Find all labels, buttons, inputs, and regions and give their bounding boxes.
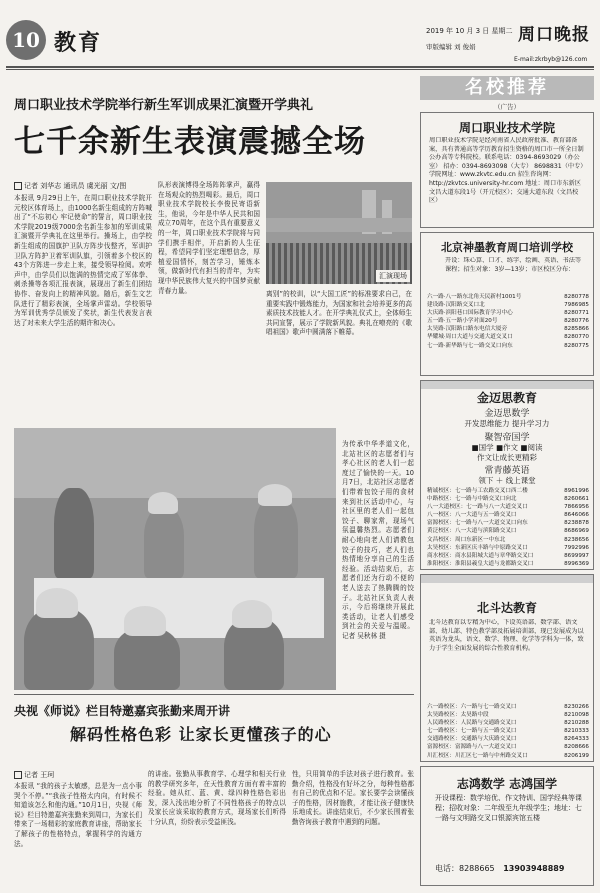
campus-address: 淮阳校区：淮阳县羲皇大道与龙都路交叉口 xyxy=(427,560,534,567)
campus-phone: 8285866 xyxy=(564,326,589,333)
campus-phone: 8210288 xyxy=(564,720,589,727)
campus-phone: 8686969 xyxy=(564,528,589,535)
community-photo xyxy=(14,428,336,690)
ad-beidouda-campus-list xyxy=(427,703,589,761)
section-divider xyxy=(14,694,414,695)
photo-cap xyxy=(36,588,78,618)
campus-phone: 8280770 xyxy=(564,334,589,341)
campus-row xyxy=(427,301,589,309)
lead-photo-caption: 汇演现场 xyxy=(376,270,410,282)
ad-beidouda-title: 北斗达教育 xyxy=(476,601,537,615)
section2-headline: 解码性格色彩 让家长更懂孩子的心 xyxy=(70,725,332,744)
ad-zkvtc-text: 周口职业技术学院是经河南省人民政府批准、教育部备案，具有普通高等学历教育招生资格的周口市一所全日制公办高等专科院校。联系电话：0394-8693029（办公室） 招办：0394-8693098（大专） 8698831（中专） 学院网址：www.zkvtc.edu.cn 招生咨询网：http://zkvtcs.university-hr.com 地址：周口市东新区文昌大道东段1号（开元校区）；交通大道东段（文昌校区） xyxy=(429,137,587,205)
masthead-rule xyxy=(6,66,594,68)
campus-phone: 8961996 xyxy=(564,488,589,494)
photo-person xyxy=(114,628,180,690)
ad-zhihong-phone: 8288665 xyxy=(459,864,495,873)
campus-phone: 8699997 xyxy=(564,552,589,559)
ad-beidouda-text: 北斗达教育以专精为中心，下设英语部、数学部、语文部、幼儿部、特色教学部及拓展培训部，现已发展成为以英语为龙头，语文、数学、物理、化学等学科为一体，致力于学生全面发展的综合性教育机构。 xyxy=(429,619,584,652)
editors-line: 审版编辑 刘 俊娟 xyxy=(426,43,476,51)
ad-shenmo-text: 开设：珠心算、口才、练字、绘画、英语、书法等课程；招生对象：3岁—13岁；市区校区分布： xyxy=(445,257,582,273)
lead-byline xyxy=(14,181,126,191)
campus-phone: 8264333 xyxy=(564,736,589,743)
byline-marker-icon xyxy=(14,182,22,190)
campus-phone: 8206199 xyxy=(564,752,589,759)
masthead xyxy=(6,18,594,64)
ads-header: 名校推荐 xyxy=(420,76,594,100)
photo-person xyxy=(24,608,94,690)
campus-row xyxy=(427,487,589,495)
campus-address: 八一大道校区：七一路与八一大道交叉口 xyxy=(427,504,528,511)
campus-row xyxy=(427,503,589,511)
campus-row xyxy=(427,293,589,301)
lead-photo xyxy=(266,182,412,284)
ads-subheader: （广告） xyxy=(494,103,520,111)
ad-zhihong xyxy=(420,766,594,886)
campus-address: 富源校区：七一路与八一大道交叉口向东 xyxy=(427,520,528,527)
ad-shenmo xyxy=(420,232,594,376)
campus-row xyxy=(427,495,589,503)
campus-row xyxy=(427,727,589,735)
lead-column-1: 本报讯 9月29日上午，在周口职业技术学院开元校区体育场上，由1000名新生组成的方阵喊出了“不忘初心 牢记使命”的誓言，周口职业技术学院2019级7000余名新生参加的军训成果汇演暨开学典礼在这里举行。操场上，由学校新生组成的国旗护卫队方阵步伐整齐，军训护卫队方阵护卫着军训队旗，引领着多个校区的43个方阵进一步走上来，接受领导检阅。欢呼声中，由学员们以饱满的热情完成了军体拳、刺杀操等各项汇报表演，展现出了新生们团结协作、奋发向上的精神风貌。随后，新生文艺队进行了精彩表演，全场掌声雷动。学校领导为军训优秀学员颁发了奖状，新生代表发言表达了对未来大学生活的期许和决心。 xyxy=(14,194,152,327)
lead-column-3: 离别”的校训，以“大国工匠”的标准要求自己，在重要实践中锻炼能力，为国家和社会培养更多的高素质技术技能人才。在开学典礼仪式上，全体师生共同宣誓，展示了学院新风貌。典礼在嘹亮的《歌唱祖国》歌声中圆满落下帷幕。 xyxy=(266,290,412,337)
ad-zhihong-phone-line xyxy=(435,863,591,874)
campus-phone: 8210098 xyxy=(564,712,589,719)
editor-email: E-mail:zkrbyb@126.com xyxy=(514,56,588,63)
campus-row xyxy=(427,333,589,341)
campus-phone: 7992996 xyxy=(564,544,589,551)
campus-phone: 7986985 xyxy=(564,302,589,309)
campus-row xyxy=(427,552,589,560)
photo-person xyxy=(254,498,298,578)
section2-byline xyxy=(14,770,54,780)
campus-phone: 8280775 xyxy=(564,342,589,349)
campus-row xyxy=(427,511,589,519)
campus-phone: 8646066 xyxy=(564,512,589,519)
campus-address: 六一路校区：六一路与七一路交叉口 xyxy=(427,704,517,710)
campus-row xyxy=(427,735,589,743)
page-number: 10 xyxy=(6,20,46,60)
lead-column-2: 队形表演博得全场阵阵掌声，赢得在场观众的热烈喝彩。最后，周口职业技术学院校长李俊民寄语新生，他说，今年是中华人民共和国成立70周年，在这个具有重要意义的一年，周口职业技术学院将与同学们携手相伴，开启新的人生征程，希望同学们坚定理想信念，厚植爱国情怀，刻苦学习，锤炼本领，做新时代有担当的青年，为实现中华民族伟大复兴的中国梦贡献青春力量。 xyxy=(158,181,260,295)
campus-address: 太昊路校区：太昊路中段 xyxy=(427,712,489,719)
section2-subhead: 央视《师说》栏目特邀嘉宾张勤来周开讲 xyxy=(14,704,231,718)
ad-zhihong-phone-label: 电话： xyxy=(435,864,459,873)
ad-jinmaisi-line1: 开发思维能力 提升学习力 xyxy=(464,419,550,428)
campus-address: 八一校区：八一大道与五一路交叉口 xyxy=(427,512,517,519)
ad-jinmaisi xyxy=(420,380,594,570)
campus-row xyxy=(427,719,589,727)
ad-beidouda xyxy=(420,574,594,762)
campus-address: 太昊校区：东新区庆丰路与中原路交叉口 xyxy=(427,544,528,551)
campus-phone: 8210333 xyxy=(564,728,589,735)
campus-phone: 8238878 xyxy=(564,520,589,527)
campus-phone: 8280771 xyxy=(564,310,589,317)
campus-row xyxy=(427,703,589,711)
campus-address: 建设路·汉阳路交叉口北 xyxy=(427,302,485,309)
ad-jinmaisi-english: 常青藤英语 xyxy=(484,466,530,476)
campus-address: 七一路·新华路与七一路交叉口向东 xyxy=(427,342,513,349)
campus-address: 精诚校区：七一路与工农路交叉口西二楼 xyxy=(427,488,528,494)
photo-cap xyxy=(258,484,292,506)
campus-address: 川汇校区：川汇区七一路与中州路交叉口 xyxy=(427,752,528,759)
campus-row xyxy=(427,560,589,568)
ad-jinmaisi-line3: 作文让成长更精彩 xyxy=(477,453,537,462)
ad-shenmo-title: 北京神墨教育周口培训学校 xyxy=(441,241,573,254)
section2-column-3: 性，只用简单的手法对孩子进行教育。张勤介绍，性格没有好坏之分，每种性格都有自己的优点和不足。家长要学会读懂孩子的性格，因材施教，才能让孩子健康快乐地成长。讲座结束后，不少家长围着张勤咨询孩子教育中遇到的问题。 xyxy=(292,770,414,826)
ad-jinmaisi-math: 金迈思数学 xyxy=(484,409,530,419)
campus-row xyxy=(427,309,589,317)
campus-address: 太昊路·汉阳路口路东电信大厦旁 xyxy=(427,326,508,333)
section2-column-1: 本报讯 “我的孩子太敏感，总是为一点小事哭个不停。”“我孩子性格太内向，有时候不知道该怎么和他沟通。”10月1日，央视《师说》栏目特邀嘉宾张勤来到周口，为家长们带来了一场精彩的家庭教育讲座，帮助家长了解孩子的性格特点，掌握科学的沟通方法。 xyxy=(14,782,142,848)
ad-zhihong-mobile: 13903948889 xyxy=(503,864,565,873)
ad-jinmaisi-line2: ■国学 ■作文 ■阅读 xyxy=(471,443,543,452)
campus-row xyxy=(427,317,589,325)
lead-headline: 七千余新生表演震撼全场 xyxy=(14,124,366,160)
campus-address: 交通路校区：交通路与大庆路交叉口 xyxy=(427,736,517,743)
byline-marker-icon xyxy=(14,771,22,779)
campus-phone: 7866956 xyxy=(564,504,589,511)
campus-address: 人民路校区：人民路与交通路交叉口 xyxy=(427,720,517,727)
newspaper-logo: 周口晚报 xyxy=(518,25,590,45)
campus-address: 中路校区：七一路与中路交叉口向北 xyxy=(427,496,517,503)
section2-byline-text: 记者 王珂 xyxy=(24,771,55,779)
section-name: 教育 xyxy=(54,30,103,56)
issue-date: 2019 年 10 月 3 日 星期二 xyxy=(426,27,513,35)
photo-treeline xyxy=(266,218,412,232)
campus-address: 七一路校区：七一路与五一路交叉口 xyxy=(427,728,517,735)
campus-address: 六一路·八一路东北角天民新村1001号 xyxy=(427,294,522,300)
lead-byline-text: 记者 刘华志 通讯员 虞光丽 文/图 xyxy=(24,182,127,190)
campus-row xyxy=(427,325,589,333)
campus-row xyxy=(427,544,589,552)
campus-row xyxy=(427,536,589,544)
campus-address: 富源校区：富源路与八一大道交叉口 xyxy=(427,744,517,751)
ad-zhihong-text: 开设课程：数学培优、作文特训、国学经典等课程；招收对象：二年级至九年级学生；地址：七一路与文明路交叉口银源宾馆五楼 xyxy=(435,794,582,822)
ad-bar xyxy=(421,381,593,389)
ad-bar xyxy=(421,575,593,583)
campus-address: 黄泛校区：八一大道与滨阳路交叉口 xyxy=(427,528,517,535)
ad-zhihong-title: 志鸿数学 志鸿国学 xyxy=(456,777,558,791)
campus-phone: 8230266 xyxy=(564,704,589,710)
ad-jinmaisi-campus-list xyxy=(427,487,589,569)
campus-address: 大庆路·滨阳巷口国际教育学习中心 xyxy=(427,310,513,317)
photo-cap xyxy=(232,600,272,628)
ad-jinmaisi-guoxue: 聚智帝国学 xyxy=(484,433,530,443)
campus-row xyxy=(427,743,589,751)
campus-phone: 8280778 xyxy=(564,294,589,300)
section2-column-2: 的讲座。张勤从事教育学、心理学和相关行业的教学研究多年，在天性教育方面有着丰富的经验。她从红、蓝、黄、绿四种性格色彩出发，深入浅出地分析了不同性格孩子的特点以及家长应该采取的教育方式，现场家长们听得十分认真，纷纷表示受益匪浅。 xyxy=(148,770,286,826)
campus-row xyxy=(427,527,589,535)
photo-cap xyxy=(124,606,166,636)
campus-address: 商水校区：商水县阳城大道与章华路交叉口 xyxy=(427,552,534,559)
ad-zkvtc-title: 周口职业技术学院 xyxy=(458,121,555,135)
campus-phone: 8996369 xyxy=(564,560,589,567)
photo-person xyxy=(144,508,184,578)
campus-address: 五一路·五一路小学对面20号 xyxy=(427,318,498,325)
community-story-text: 为传承中华孝道文化，北站社区的志愿者们与孝心社区的老人们一起度过了愉快的一天。10月7日，北站社区志愿者们带着包饺子用的食材来到社区活动中心，与社区里的老人们一起包饺子、聊家常，现场气氛温馨热烈。志愿者们耐心地向老人们请教包饺子的技巧，老人们也热情地分享自己的生活经验。活动结束后，志愿者们还为行动不便的老人送去了热腾腾的饺子。北站社区负责人表示，今后将继续开展此类活动，让老人们感受到社会的关爱与温暖。记者 吴秋林 摄 xyxy=(342,440,414,640)
campus-row xyxy=(427,711,589,719)
photo-person xyxy=(224,618,284,690)
ad-shenmo-campus-list xyxy=(427,293,589,375)
ad-zkvtc xyxy=(420,112,594,228)
photo-cap xyxy=(148,492,178,514)
campus-row xyxy=(427,342,589,350)
campus-phone: 8260661 xyxy=(564,496,589,503)
campus-row xyxy=(427,519,589,527)
ad-jinmaisi-title: 金迈思教育 xyxy=(476,391,537,405)
campus-phone: 8238656 xyxy=(564,536,589,543)
campus-address: 华耀城·周口大道与交通大道交叉口 xyxy=(427,334,513,341)
campus-address: 文昌校区：周口东新区一中东北 xyxy=(427,536,506,543)
campus-phone: 8280776 xyxy=(564,318,589,325)
masthead-rule-thin xyxy=(6,69,594,70)
photo-person xyxy=(54,488,94,578)
campus-phone: 8208666 xyxy=(564,744,589,751)
campus-row xyxy=(427,752,589,760)
ad-jinmaisi-line4: 领下 ＋ 线上课堂 xyxy=(478,476,536,485)
lead-subhead: 周口职业技术学院举行新生军训成果汇演暨开学典礼 xyxy=(14,98,314,113)
